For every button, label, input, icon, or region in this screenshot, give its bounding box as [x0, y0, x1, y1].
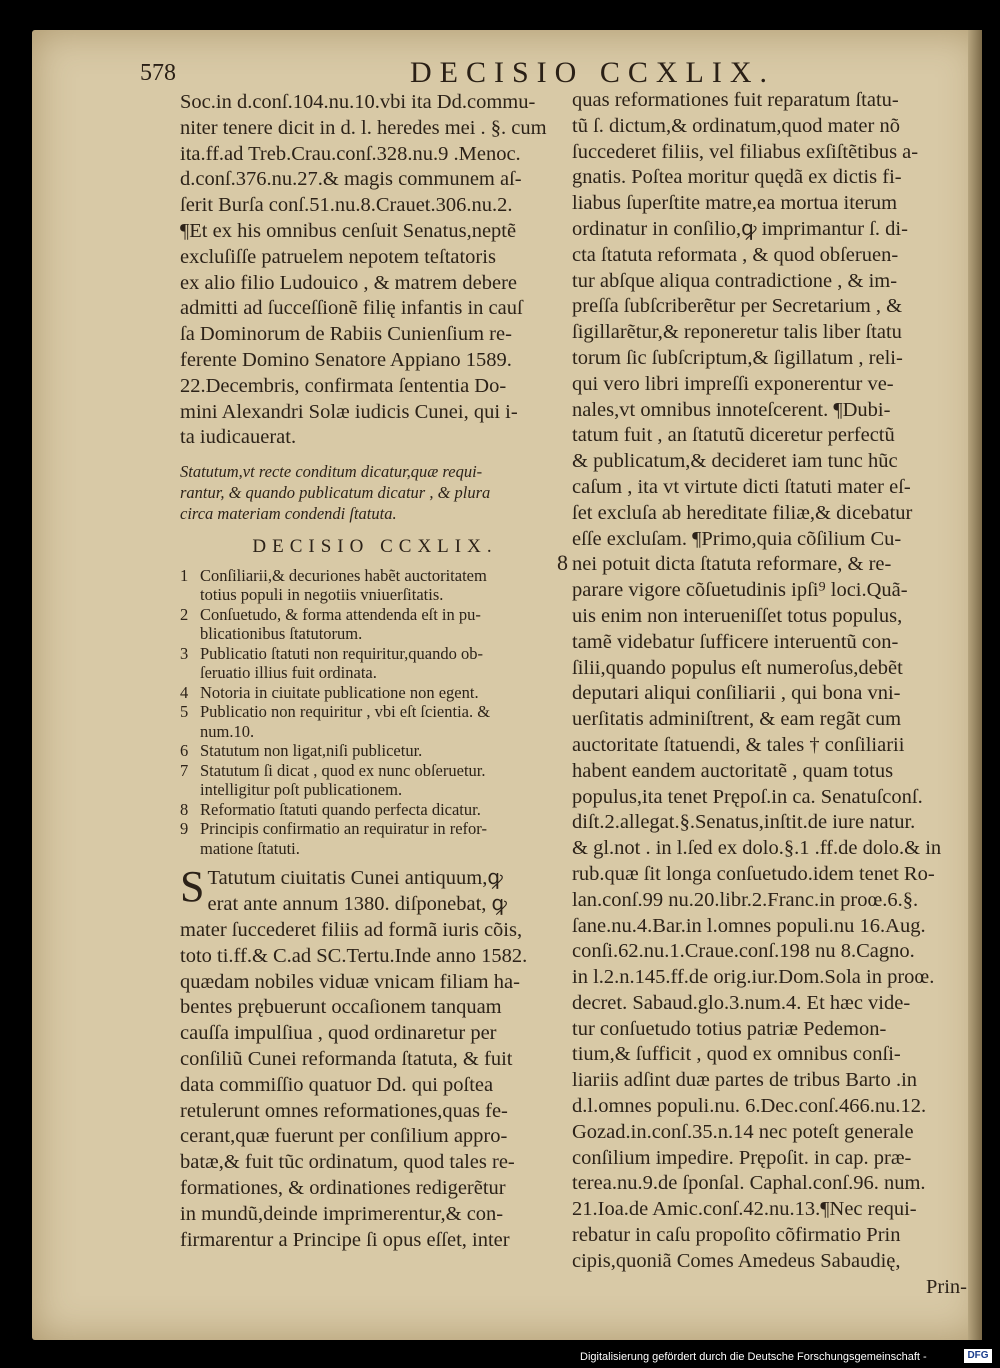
text-line: Soc.in d.conſ.104.nu.10.vbi ita Dd.commu- — [180, 91, 536, 113]
text-line: cipis,quoniã Comes Amedeus Sabaudię, — [572, 1249, 901, 1272]
summary-line: circa materiam condendi ſtatuta. — [180, 504, 397, 524]
text-line: ta iudicauerat. — [180, 426, 297, 449]
text-line: qui vero libri impreſſi exponerentur ve- — [572, 372, 894, 395]
drop-cap: S — [180, 862, 205, 912]
text-line: nei potuit dicta ſtatuta reformare, & re- — [572, 553, 892, 576]
text-line: firmarentur a Principe ſi opus eſſet, inter — [180, 1228, 510, 1251]
text-line: batæ,& fuit tũc ordinatum, quod tales re- — [180, 1151, 515, 1174]
text-line: bentes prębuerunt occaſionem tanquam — [180, 996, 502, 1019]
running-title: DECISIO CCXLIX. — [410, 56, 775, 89]
text-line: excluſiſſe patruelem nepotem teſtatoris — [180, 245, 496, 268]
text-line: ſa Dominorum de Rabiis Cunienſium re- — [180, 323, 512, 346]
item-text: Statutum non ligat,niſi publicetur. — [200, 741, 423, 761]
text-line: ſigillarẽtur,& reponeretur talis liber ſtatu — [572, 321, 902, 344]
text-line: liabus ſuperſtite matre,ea mortua iterum — [572, 192, 898, 215]
text-line: Tatutum ciuitatis Cunei antiquum,ꝙ — [207, 867, 503, 890]
list-item — [180, 605, 570, 644]
text-line: deputari aliqui conſiliarii , qui bona vni- — [572, 682, 901, 705]
item-number: 7 — [180, 760, 189, 780]
right-column — [572, 88, 967, 1300]
text-line: terea.nu.9.de ſponſal. Caphal.conſ.96. num. — [572, 1172, 926, 1195]
text-line: ſerit Burſa conſ.51.nu.8.Crauet.306.nu.2. — [180, 194, 513, 217]
text-line: tatum fuit , an ſtatutũ diceretur perfectũ — [572, 424, 895, 447]
text-line: mater ſuccederet filiis ad formã iuris cõis, — [180, 919, 523, 942]
text-line: eſſe excluſam. ¶Primo,quia cõſilium Cu- — [572, 527, 902, 550]
text-line: ſuccederet filiis, vel filiabus exſiſtẽtibus a- — [572, 140, 919, 163]
text-line: tur conſuetudo totius patriæ Pedemon- — [572, 1017, 887, 1040]
text-line: tur abſque aliqua contradictione , & im- — [572, 269, 898, 292]
margin-number: 8 — [557, 550, 568, 575]
text-line: uis enim non interueniſſet totus populus, — [572, 604, 903, 627]
text-line: tũ ſ. dictum,& ordinatum,quod mater nõ — [572, 114, 900, 137]
text-line: in mundũ,deinde imprimerentur,& con- — [180, 1202, 504, 1225]
text-line: ſilii,quando populus eſt numeroſus,debẽt — [572, 656, 903, 679]
text-line: auctoritate ſtatuendi, & tales † conſiliarii — [572, 733, 905, 756]
text-line: cta ſtatuta reformata , & quod obſeruen- — [572, 243, 899, 266]
item-text: Conſiliarii,& decuriones habẽt auctoritatem totius populi in negotiis vniuerſitatis. — [200, 565, 487, 605]
text-line: erat ante annum 1380. diſponebat, ꝙ — [207, 893, 507, 916]
text-line: Gozad.in.conſ.35.n.14 nec poteſt generale — [572, 1120, 914, 1143]
item-text: Principis confirmatio an requiratur in refor- matione ſtatuti. — [200, 819, 487, 858]
list-item — [180, 741, 570, 761]
text-line: ſane.nu.4.Bar.in l.omnes populi.nu 16.Aug. — [572, 914, 926, 937]
text-line: ex alio filio Ludouico , & matrem debere — [180, 271, 517, 294]
text-line: niter tenere dicit in d. l. heredes mei . §. cum — [180, 116, 547, 139]
text-line: tium,& ſufficit , quod ex omnibus conſi- — [572, 1043, 901, 1066]
left-top-text — [180, 90, 570, 451]
text-line: toto ti.ff.& C.ad SC.Tertu.Inde anno 1582. — [180, 944, 528, 967]
text-line: rub.quæ ſit longa conſuetudo.idem tenet Ro- — [572, 862, 935, 885]
text-line: parare vigore cõſuetudinis ipſi⁹ loci.Quã- — [572, 579, 908, 602]
text-line: & publicatum,& decideret iam tunc hũc — [572, 450, 898, 473]
text-line: quas reformationes fuit reparatum ſtatu- — [572, 89, 899, 111]
text-line: in l.2.n.145.ff.de orig.iur.Dom.Sola in proœ. — [572, 966, 935, 989]
text-line: admitti ad ſucceſſionẽ filię infantis in cauſ — [180, 297, 523, 320]
text-line: conſilium impedire. Prępoſit. in cap. præ- — [572, 1146, 912, 1169]
text-line: gnatis. Poſtea moritur quędã ex dictis fi- — [572, 166, 902, 189]
digitization-credit: Digitalisierung gefördert durch die Deutsche Forschungsgemeinschaft - — [580, 1351, 927, 1363]
text-line: ¶Et ex his omnibus cenſuit Senatus,neptẽ — [180, 219, 517, 242]
page-edge — [968, 30, 982, 1340]
summary-items — [180, 566, 570, 859]
list-item — [180, 702, 570, 741]
catchword: Prin- — [926, 1275, 967, 1298]
text-line: d.conſ.376.nu.27.& magis communem aſ- — [180, 168, 522, 191]
decision-body — [180, 862, 570, 1253]
item-text: Reformatio ſtatuti quando perfecta dicatur. — [200, 799, 481, 819]
item-number: 6 — [180, 741, 189, 761]
summary-block — [180, 461, 570, 524]
text-line: liariis adſint duæ partes de tribus Barto .in — [572, 1069, 918, 1092]
item-number: 8 — [180, 799, 189, 819]
item-number: 9 — [180, 819, 189, 839]
text-line: d.l.omnes populi.nu. 6.Dec.conſ.466.nu.12. — [572, 1095, 927, 1118]
text-line: lan.conſ.99 nu.20.libr.2.Franc.in proœ.6.§. — [572, 888, 919, 911]
item-number: 5 — [180, 702, 189, 722]
page-header — [140, 52, 930, 92]
text-line: quædam nobiles viduæ vnicam filiam ha- — [180, 970, 520, 993]
list-item — [180, 819, 570, 858]
text-line: ferente Domino Senatore Appiano 1589. — [180, 348, 512, 371]
text-line: habent eandem auctoritatẽ , quam totus — [572, 759, 894, 782]
summary-line: Statutum,vt recte conditum dicatur,quæ requi- — [180, 462, 483, 482]
text-line: torum ſic ſubſcriptum,& ſigillatum , reli- — [572, 346, 903, 369]
text-line: populus,ita tenet Prępoſ.in ca. Senatuſconſ. — [572, 785, 923, 808]
text-line: rebatur in caſu propoſito cõfirmatio Prin — [572, 1224, 901, 1247]
text-line: preſſa ſubſcriberẽtur per Secretarium , & — [572, 295, 903, 318]
text-line: & gl.not . in l.ſed ex dolo.§.1 .ff.de dolo.& in — [572, 837, 942, 860]
item-number: 4 — [180, 682, 189, 702]
text-line: tamẽ videbatur ſufficere interuentũ con- — [572, 630, 899, 653]
item-text: Statutum ſi dicat , quod ex nunc obſeruetur. intelligitur poſt publicationem. — [200, 760, 486, 800]
item-number: 2 — [180, 604, 189, 624]
text-line: nales,vt omnibus innoteſcerent. ¶Dubi- — [572, 398, 891, 421]
item-text: Conſuetudo, & forma attendenda eſt in pu- blicationibus ſtatutorum. — [200, 604, 481, 644]
list-item — [180, 683, 570, 703]
text-line: cerant,quæ fuerunt per conſilium appro- — [180, 1125, 508, 1148]
list-item — [180, 800, 570, 820]
page-number: 578 — [140, 60, 176, 86]
text-line: ſet excluſa ab hereditate filiæ,& dicebatur — [572, 501, 913, 524]
summary-line: rantur, & quando publicatum dicatur , & plura — [180, 483, 491, 503]
text-line: cauſſa impulſiua , quod ordinaretur per — [180, 1022, 497, 1045]
text-line: ordinatur in conſilio,ꝙ imprimantur ſ. di- — [572, 217, 908, 240]
text-line: mini Alexandri Solæ iudicis Cunei, qui i- — [180, 400, 518, 423]
left-column — [180, 90, 570, 1253]
text-line: 22.Decembris, confirmata ſententia Do- — [180, 374, 507, 397]
text-line: conſi.62.nu.1.Craue.conſ.198 nu 8.Cagno. — [572, 940, 915, 963]
text-line: caſum , ita vt virtute dicti ſtatuti mater eſ- — [572, 475, 911, 498]
text-line: 21.Ioa.de Amic.conſ.42.nu.13.¶Nec requi- — [572, 1198, 917, 1221]
text-line: formationes, & ordinationes redigerẽtur — [180, 1177, 506, 1200]
item-text: Notoria in ciuitate publicatione non egent. — [200, 682, 479, 702]
text-line: conſiliũ Cunei reformanda ſtatuta, & fuit — [180, 1048, 513, 1071]
text-line: ita.ff.ad Treb.Crau.conſ.328.nu.9 .Menoc. — [180, 142, 521, 165]
text-line: uerſitatis adminiſtrent, & eam regãt cum — [572, 708, 902, 731]
decision-heading: DECISIO CCXLIX. — [252, 536, 498, 558]
list-item — [180, 761, 570, 800]
text-line: data commiſſio quatuor Dd. qui poſtea — [180, 1073, 494, 1096]
item-text: Publicatio ſtatuti non requiritur,quando ob- ſeruatio illius fuit ordinata. — [200, 643, 483, 683]
text-line: retulerunt omnes reformationes,quas fe- — [180, 1099, 508, 1122]
text-line: decret. Sabaud.glo.3.num.4. Et hæc vide- — [572, 991, 911, 1014]
item-text: Publicatio non requiritur , vbi eſt ſcientia. & num.10. — [200, 702, 491, 741]
item-number: 1 — [180, 565, 189, 585]
list-item — [180, 644, 570, 683]
text-line: diſt.2.allegat.§.Senatus,inſtit.de iure natur. — [572, 811, 916, 834]
item-number: 3 — [180, 643, 189, 663]
list-item — [180, 566, 570, 605]
dfg-logo: DFG — [964, 1349, 992, 1363]
